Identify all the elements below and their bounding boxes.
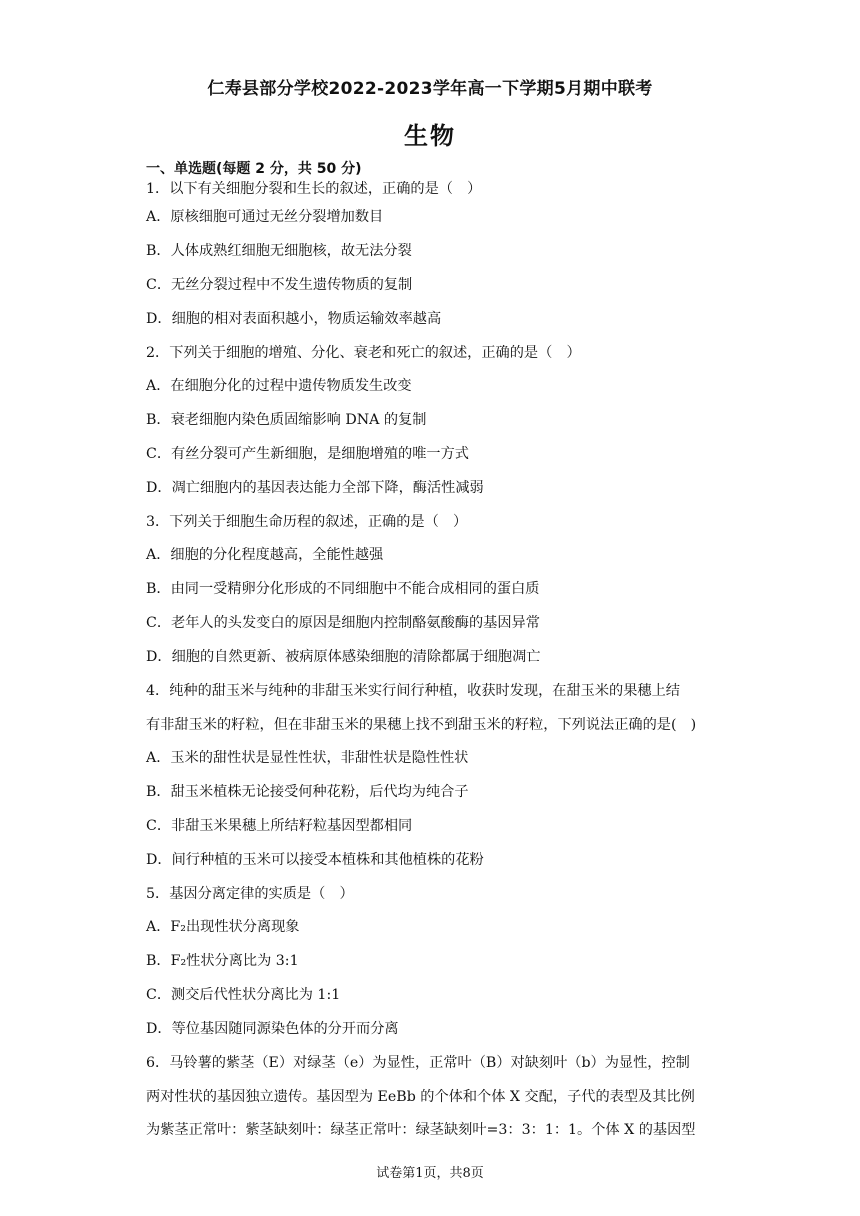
question-line: 两对性状的基因独立遗传。基因型为 EeBb 的个体和个体 X 交配，子代的表型及其比例 (146, 1089, 695, 1105)
question-line: B．由同一受精卵分化形成的不同细胞中不能合成相同的蛋白质 (146, 581, 540, 597)
question-line: A．原核细胞可通过无丝分裂增加数目 (146, 209, 384, 225)
section-heading: 一、单选题(每题 2 分，共 50 分) (146, 161, 362, 177)
question-line: C．老年人的头发变白的原因是细胞内控制酪氨酸酶的基因异常 (146, 615, 540, 631)
question-line: 1．以下有关细胞分裂和生长的叙述，正确的是（ ） (146, 181, 482, 197)
question-line: 5．基因分离定律的实质是（ ） (146, 886, 354, 902)
question-line: D．凋亡细胞内的基因表达能力全部下降，酶活性减弱 (146, 480, 484, 496)
question-line: A．玉米的甜性状是显性性状，非甜性状是隐性性状 (146, 750, 469, 766)
question-line: D．细胞的自然更新、被病原体感染细胞的清除都属于细胞凋亡 (146, 649, 541, 665)
question-line: B．衰老细胞内染色质固缩影响 DNA 的复制 (146, 412, 427, 428)
question-line: B．甜玉米植株无论接受何种花粉，后代均为纯合子 (146, 784, 469, 800)
question-line: D．等位基因随同源染色体的分开而分离 (146, 1021, 399, 1037)
question-line: 6．马铃薯的紫茎（E）对绿茎（e）为显性，正常叶（B）对缺刻叶（b）为显性，控制 (146, 1055, 690, 1071)
question-line: D．细胞的相对表面积越小，物质运输效率越高 (146, 311, 442, 327)
subject-title: 生物 (404, 122, 456, 150)
question-line: C．有丝分裂可产生新细胞，是细胞增殖的唯一方式 (146, 446, 469, 462)
question-line: A．细胞的分化程度越高，全能性越强 (146, 547, 384, 563)
question-line: C．非甜玉米果穗上所结籽粒基因型都相同 (146, 818, 413, 834)
question-line: C．无丝分裂过程中不发生遗传物质的复制 (146, 277, 413, 293)
question-line: 4．纯种的甜玉米与纯种的非甜玉米实行间行种植，收获时发现，在甜玉米的果穗上结 (146, 683, 680, 699)
question-line: 有非甜玉米的籽粒，但在非甜玉米的果穗上找不到甜玉米的籽粒，下列说法正确的是( ) (146, 717, 697, 733)
exam-title: 仁寿县部分学校2022-2023学年高一下学期5月期中联考 (207, 79, 653, 99)
question-line: 3．下列关于细胞生命历程的叙述，正确的是（ ） (146, 514, 468, 530)
question-line: D．间行种植的玉米可以接受本植株和其他植株的花粉 (146, 852, 484, 868)
question-line: B．F₂性状分离比为 3:1 (146, 953, 299, 969)
question-line: A．在细胞分化的过程中遗传物质发生改变 (146, 378, 412, 394)
question-line: C．测交后代性状分离比为 1:1 (146, 987, 341, 1003)
question-line: 为紫茎正常叶：紫茎缺刻叶：绿茎正常叶：绿茎缺刻叶=3：3：1：1。个体 X 的基因型 (146, 1122, 696, 1138)
page-footer: 试卷第1页，共8页 (376, 1166, 484, 1181)
question-line: B．人体成熟红细胞无细胞核，故无法分裂 (146, 243, 412, 259)
question-line: A．F₂出现性状分离现象 (146, 919, 300, 935)
question-line: 2．下列关于细胞的增殖、分化、衰老和死亡的叙述，正确的是（ ） (146, 345, 581, 361)
